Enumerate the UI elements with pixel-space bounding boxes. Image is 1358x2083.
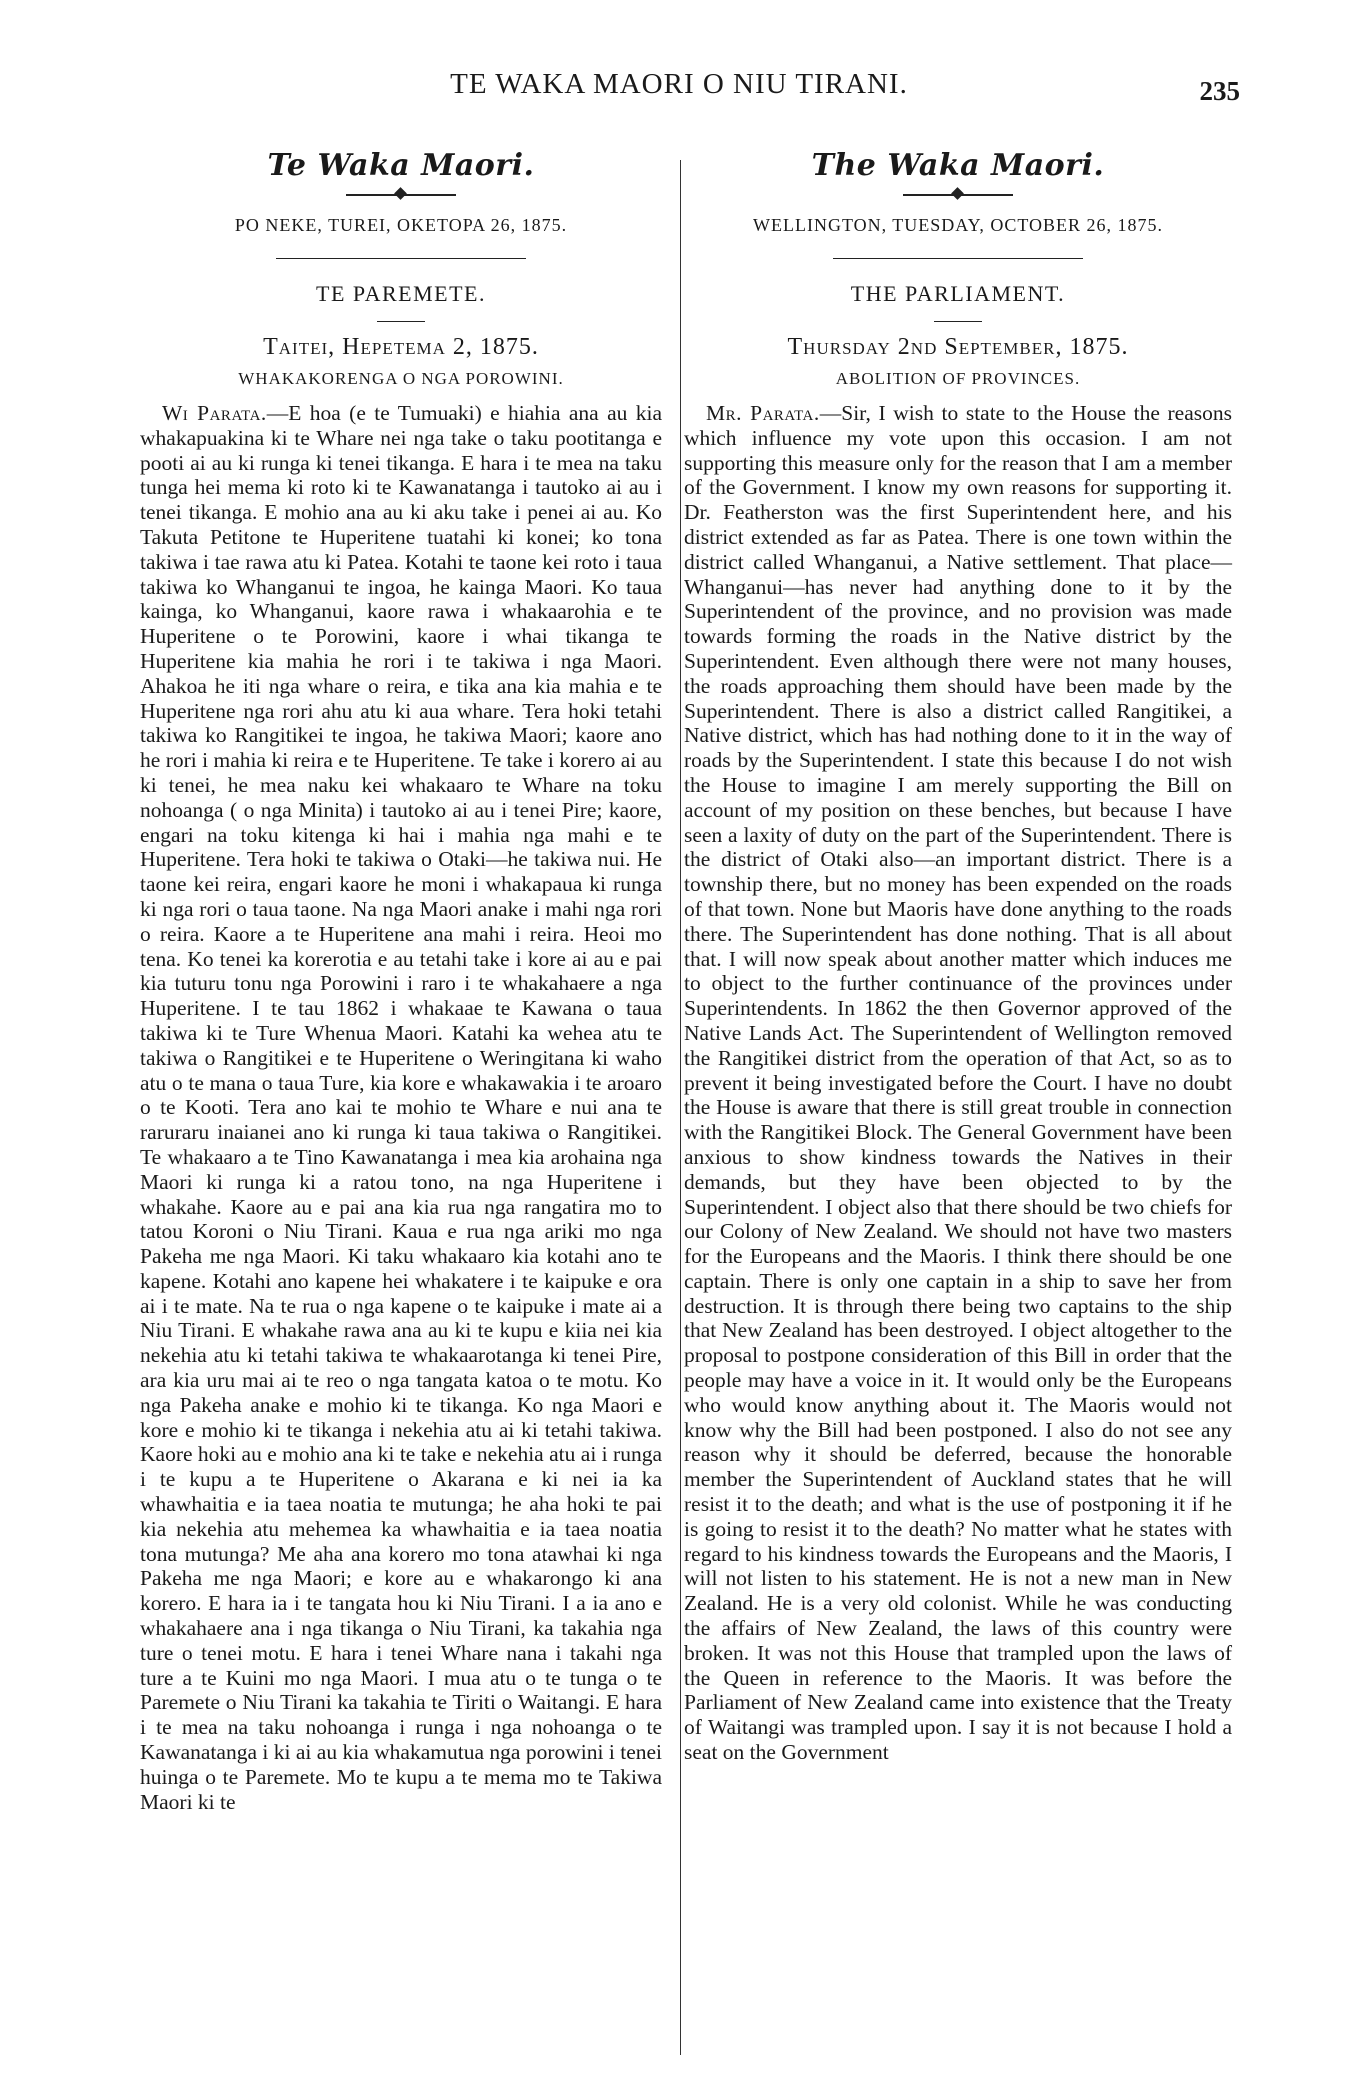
section-title-maori: TE PAREMETE. (316, 281, 486, 306)
dateline-english: WELLINGTON, TUESDAY, OCTOBER 26, 1875. (752, 215, 1163, 235)
column-divider (680, 160, 681, 2055)
masthead-maori: Te Waka Maori. (267, 148, 535, 183)
dateline-maori: PO NEKE, TUREI, OKETOPA 26, 1875. (234, 215, 568, 235)
ornament-rule (903, 189, 1013, 201)
short-divider (377, 321, 425, 322)
topic-english: ABOLITION OF PROVINCES. (835, 369, 1081, 388)
masthead-english: The Waka Maori. (811, 148, 1105, 183)
section-title-english: THE PARLIAMENT. (850, 281, 1066, 306)
topic-maori: WHAKAKORENGA O NGA POROWINI. (238, 369, 564, 388)
maori-column (140, 148, 662, 1814)
english-column (684, 148, 1232, 1765)
divider (833, 258, 1083, 259)
divider (276, 258, 526, 259)
speech-text: —E hoa (e te Tumuaki) e hiahia ana au kia whakapuakina ki te Whare nei nga take o taku pootitanga e pooti ai au ki runga ki tenei tikanga. E hara i te mea na taku tunga hei mema ki roto ki te Kawanatanga i tautoko ai au i tenei tikanga. E mohio ana au ki aku take i penei ai au. Ko Takuta Petitone te Huperitene tuatahi ki konei; ko tona takiwa i tae rawa atu ki Patea. Kotahi te taone kei roto i taua takiwa ko Whanganui te ingoa, he kainga Maori. Ko taua kainga, ko Whanganui, kaore rawa i whakaarohia e te Huperitene o te Porowini, kaore i whai tikanga te Huperitene kia mahia he rori i te takiwa i nga Maori. Ahakoa he iti nga whare o reira, e tika ana kia mahia e te Huperitene nga rori ahu atu ki aua whare. Tera hoki tetahi takiwa ko Rangitikei te ingoa, he takiwa Maori; kaore ano he rori i mahia ki reira e te Huperitene. Te take i korero ai au ki tenei, he mea naku kei whakaaro te Whare na toku nohoanga ( o nga Minita) i tautoko ai au i tenei Pire; kaore, engari na toku kitenga ki hai i mahia nga mahi e te Huperitene. Tera hoki te takiwa o Otaki—he takiwa nui. He taone kei reira, engari kaore he moni i whakapaua ki runga ki nga rori o taua taone. Na nga Maori anake i mahi nga rori o reira. Kaore a te Huperitene ana mahi i reira. Heoi mo tena. Ko tenei ka korerotia e au tetahi take i kore ai au e pai kia tuturu tonu nga Porowini i raro i te whakahaere a nga Huperitene. I te tau 1862 i whakaae te Kawana o taua takiwa ki te Ture Whenua Maori. Katahi ka wehea atu te takiwa o Rangitikei e te Huperitene o Weringitana ki waho atu o te mana o taua Ture, kia kore e whakawakia i te aroaro o te Kooti. Tera ano kai te mohio te Whare e nui ana te raruraru inaianei ano ki runga ki taua takiwa o Rangitikei. Te whakaaro a te Tino Kawanatanga i mea kia arohaina nga Maori ki runga ki a ratou tono, na nga Huperitene i whakahe. Kaore au e pai ana kia rua nga rangatira mo to tatou Koroni o Niu Tirani. Kaua e rua nga ariki mo nga Pakeha me nga Maori. Ki taku whakaaro kia kotahi ano te kapene. Kotahi ano kapene hei whakatere i te kaipuke e ora ai i te mate. Na te rua o nga kapene o te kaipuke i mate ai a Niu Tirani. E whakahe rawa ana au ki te kupu e kiia nei kia nekehia atu ki tetahi takiwa te whakaarotanga ki tenei Pire, ara kia uru mai ai te reo o nga tangata katoa o te motu. Ko nga Pakeha anake e mohio ki te tikanga. Ko nga Maori e kore e mohio ki te tikanga i nekehia atu ai ki tetahi takiwa. Kaore hoki au e mohio ana ki te take e nekehia atu ai i runga i te kupu a te Huperitene o Akarana e ki nei ia ka whawhaitia e ia taea noatia te mutunga; he aha hoki te pai kia nekehia atu mehemea ka whawhaitia e ia taea noatia tona mutunga? Me aha ana korero mo tona atawhai ki nga Pakeha me nga Maori; e kore au e whakarongo ki ana korero. E hara ia i te tangata hou ki Niu Tirani. I a ia ano e whakahaere ana i nga tikanga o Niu Tirani, ka takahia nga ture o tenei motu. E hara i tenei Whare nana i takahi nga ture a te Kuini mo nga Maori. I mua atu o te tunga o te Paremete o Niu Tirani ka takahia te Tiriti o Waitangi. E hara i te mea na taku nohoanga i runga i nga nohoanga o te Kawanatanga i ki ai au kia whakamutua nga porowini i tenei huinga o te Paremete. Mo te kupu a te mema mo te Takiwa Maori ki te (140, 401, 662, 1814)
sitting-date-english: Thursday 2nd September, 1875. (787, 334, 1129, 360)
running-head: TE WAKA MAORI O NIU TIRANI. (450, 68, 908, 100)
article-body-maori (140, 401, 662, 1814)
speaker-name: Mr. Parata. (706, 401, 820, 425)
article-body-english (684, 401, 1232, 1765)
page-number: 235 (1199, 76, 1240, 106)
ornament-rule (346, 189, 456, 201)
speech-text: —Sir, I wish to state to the House the reasons which influence my vote upon this occasion. I am not supporting this measure only for the reason that I am a member of the Government. I know my own reasons for supporting it. Dr. Featherston was the first Superintendent here, and his district extended as far as Patea. There is one town within the district called Whanganui, a Native settlement. That place—Whanganui—has never had anything done to it by the Superintendent of the province, and no provision was made towards forming the roads in the Native district by the Superintendent. Even although there were not many houses, the roads approaching them should have been made by the Superintendent. There is also a district called Rangitikei, a Native district, which has had nothing done to it in the way of roads by the Superintendent. I state this because I do not wish the House to imagine I am merely supporting the Bill on account of my position on these benches, but because I have seen a laxity of duty on the part of the Superintendent. There is the district of Otaki also—an important district. There is a township there, but no money has been expended on the roads of that town. None but Maoris have done anything to the roads there. The Superintendent has done nothing. That is all about that. I will now speak about another matter which induces me to object to the further continuance of the provinces under Superintendents. In 1862 the then Governor approved of the Native Lands Act. The Superintendent of Wellington removed the Rangitikei district from the operation of that Act, so as to prevent it being investigated before the Court. I have no doubt the House is aware that there is still great trouble in connection with the Rangitikei Block. The General Government have been anxious to show kindness towards the Natives in their demands, but they have been objected to by the Superintendent. I object also that there should be two chiefs for our Colony of New Zealand. We should not have two masters for the Europeans and the Maoris. I think there should be one captain. There is only one captain in a ship to save her from destruction. It is through there being two captains to the ship that New Zealand has been destroyed. I object altogether to the proposal to postpone consideration of this Bill in order that the people may have a voice in it. It would only be the Europeans who would know anything about it. The Maoris would not know why the Bill had been postponed. I also do not see any reason why it should be deferred, because the honorable member the Superintendent of Auckland states that he will resist it to the death; and what is the use of postponing it if he is going to resist it to the death? No matter what he states with regard to his kindness towards the Europeans and the Maoris, I will not listen to his statement. He is not a new man in New Zealand. He is a very old colonist. While he was conducting the affairs of New Zealand, the laws of this country were broken. It was not this House that trampled upon the laws of the Queen in reference to the Maoris. It was before the Parliament of New Zealand came into existence that the Treaty of Waitangi was trampled upon. I say it is not because I hold a seat on the Government (684, 401, 1232, 1765)
sitting-date-maori: Taitei, Hepetema 2, 1875. (263, 334, 539, 360)
short-divider (934, 321, 982, 322)
speaker-name: Wi Parata. (162, 401, 267, 425)
